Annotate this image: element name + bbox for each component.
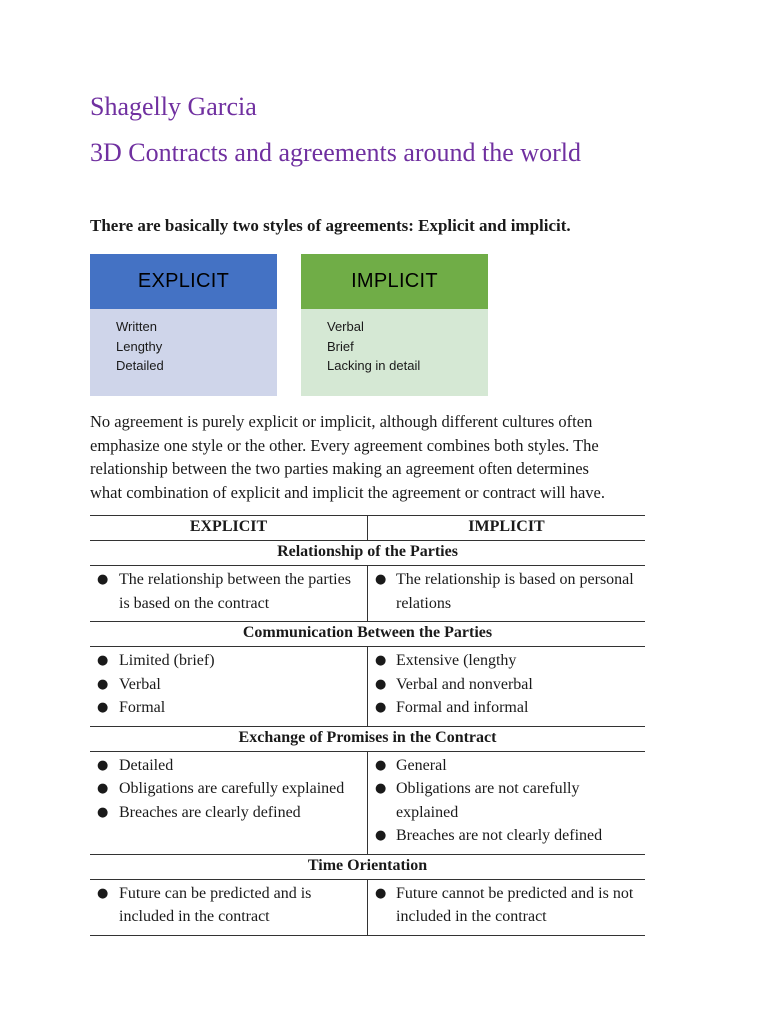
list-item: ● Limited (brief) bbox=[90, 649, 361, 673]
explicit-card-item: Detailed bbox=[116, 358, 164, 373]
column-header-explicit: EXPLICIT bbox=[90, 516, 368, 541]
list-item: ● Extensive (lengthy bbox=[368, 649, 639, 673]
comparison-table bbox=[90, 515, 645, 936]
section-title: Communication Between the Parties bbox=[90, 622, 645, 647]
explicit-card-item: Written bbox=[116, 319, 157, 334]
implicit-card-body bbox=[301, 309, 488, 396]
list-item: ● The relationship is based on personal relations bbox=[368, 568, 639, 615]
implicit-card-item: Brief bbox=[327, 338, 354, 354]
paragraph-line: No agreement is purely explicit or implicit, although different cultures often bbox=[90, 412, 593, 431]
explicit-cell bbox=[90, 879, 368, 935]
paragraph-line: relationship between the two parties making an agreement often determines bbox=[90, 459, 589, 478]
list-item: ● General bbox=[368, 754, 639, 778]
explicit-cell bbox=[90, 647, 368, 727]
list-item: ● Breaches are clearly defined bbox=[90, 801, 361, 825]
implicit-card-title: IMPLICIT bbox=[301, 254, 488, 309]
document-title: 3D Contracts and agreements around the world bbox=[90, 138, 581, 167]
list-item: ● Formal and informal bbox=[368, 696, 639, 720]
list-item: ● Verbal and nonverbal bbox=[368, 673, 639, 697]
explicit-card-item: Lengthy bbox=[116, 338, 163, 354]
list-item: ● Future cannot be predicted and is not included in the contract bbox=[368, 882, 639, 929]
list-item: ● The relationship between the parties is based on the contract bbox=[90, 568, 361, 615]
section-title: Exchange of Promises in the Contract bbox=[90, 726, 645, 751]
explicit-cell bbox=[90, 751, 368, 854]
paragraph-line: emphasize one style or the other. Every agreement combines both styles. The bbox=[90, 435, 599, 455]
explicit-card bbox=[90, 254, 277, 396]
explicit-card-title: EXPLICIT bbox=[90, 254, 277, 309]
table-row bbox=[90, 647, 645, 727]
implicit-card bbox=[301, 254, 488, 396]
list-item: ● Detailed bbox=[90, 754, 361, 778]
table-row bbox=[90, 879, 645, 935]
list-item: ● Breaches are not clearly defined bbox=[368, 824, 639, 848]
table-row bbox=[90, 751, 645, 854]
list-item: ● Formal bbox=[90, 696, 361, 720]
author-name: Shagelly Garcia bbox=[90, 92, 257, 121]
section-header-row bbox=[90, 854, 645, 879]
column-header-implicit: IMPLICIT bbox=[368, 516, 646, 541]
section-header-row bbox=[90, 622, 645, 647]
implicit-card-item: Verbal bbox=[327, 319, 364, 334]
implicit-cell bbox=[368, 647, 646, 727]
section-title: Relationship of the Parties bbox=[90, 541, 645, 566]
section-header-row bbox=[90, 726, 645, 751]
paragraph-line: what combination of explicit and implicit the agreement or contract will have. bbox=[90, 482, 605, 502]
table-row bbox=[90, 566, 645, 622]
section-header-row bbox=[90, 541, 645, 566]
implicit-cell bbox=[368, 566, 646, 622]
list-item: ● Obligations are carefully explained bbox=[90, 777, 361, 801]
implicit-cell bbox=[368, 751, 646, 854]
implicit-cell bbox=[368, 879, 646, 935]
body-paragraph bbox=[90, 410, 660, 504]
intro-sentence: There are basically two styles of agreements: Explicit and implicit. bbox=[90, 216, 571, 235]
explicit-cell bbox=[90, 566, 368, 622]
table-header-row bbox=[90, 516, 645, 541]
section-title: Time Orientation bbox=[90, 854, 645, 879]
implicit-card-item: Lacking in detail bbox=[327, 358, 421, 373]
list-item: ● Verbal bbox=[90, 673, 361, 697]
list-item: ● Future can be predicted and is included in the contract bbox=[90, 882, 361, 929]
list-item: ● Obligations are not carefully explained bbox=[368, 777, 639, 824]
explicit-card-body bbox=[90, 309, 277, 396]
